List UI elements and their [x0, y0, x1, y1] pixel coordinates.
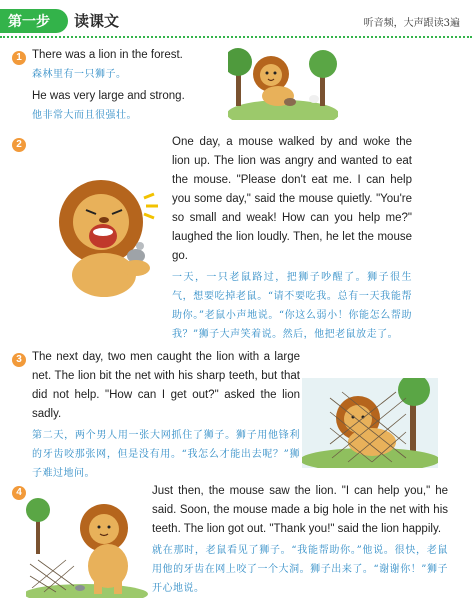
- laughing-lion-holding-mouse-illustration: [56, 160, 164, 300]
- section-1-english-1: There was a lion in the forest.: [32, 49, 183, 61]
- section-3-chinese: 第二天，两个男人用一张大网抓住了狮子。狮子用他锋利的牙齿咬那张网，但是没有用。“我怎么才能出去呢？”狮子难过地问。: [32, 430, 300, 479]
- section-2-chinese: 一天，一只老鼠路过，把狮子吵醒了。狮子很生气，想要吃掉老鼠。“请不要吃我。总有一天我能帮助你。”老鼠小声地说。“你这么弱小！你能怎么帮助我？”狮子大声笑着说。然后，他把老鼠放走了。: [172, 272, 412, 340]
- section-3-english: The next day, two men caught the lion with a large net. The lion bit the net with his sharp teeth, but that did not help. "How can I get out?" asked the lion sadly.: [32, 351, 300, 420]
- section-2-english: One day, a mouse walked by and woke the lion up. The lion was angry and wanted to eat the mouse. "Please don't eat me. I can help you some day," said the mouse quietly. "You're so small and weak! How can you help me?" laughed the lion loudly. Then, he let the mouse go.: [172, 136, 412, 262]
- section-1-text: [32, 46, 222, 125]
- section-1-chinese-1: 森林里有一只狮子。: [32, 69, 127, 80]
- section-4-english: Just then, the mouse saw the lion. "I can help you," he said. Soon, the mouse made a big hole in the net with his teeth. The lion got out. "Thank you!" said the lion happily.: [152, 485, 448, 535]
- section-3-text: [32, 348, 300, 483]
- section-1-chinese-2: 他非常大而且很强壮。: [32, 110, 137, 121]
- section-4-text: [152, 482, 448, 598]
- section-4-chinese: 就在那时，老鼠看见了狮子。“我能帮助你。”他说。很快，老鼠用他的牙齿在网上咬了一个大洞。狮子出来了。“谢谢你！”狮子开心地说。: [152, 545, 448, 594]
- section-number-2: 2: [12, 138, 26, 152]
- page-title: 读课文: [74, 13, 120, 30]
- lion-and-mouse-in-forest-illustration: [228, 44, 338, 120]
- step-badge: 第一步: [0, 9, 68, 33]
- lion-caught-in-net-illustration: [302, 378, 438, 468]
- lion-freed-from-net-illustration: [26, 494, 148, 598]
- section-number-1: 1: [12, 51, 26, 65]
- audio-instruction: 听音频，大声跟读3遍: [363, 18, 460, 29]
- section-1-english-2: He was very large and strong.: [32, 90, 185, 102]
- section-2-text: [172, 133, 412, 344]
- header-divider: [0, 36, 472, 38]
- lesson-header: [0, 0, 472, 40]
- section-number-4: 4: [12, 486, 26, 500]
- section-number-3: 3: [12, 353, 26, 367]
